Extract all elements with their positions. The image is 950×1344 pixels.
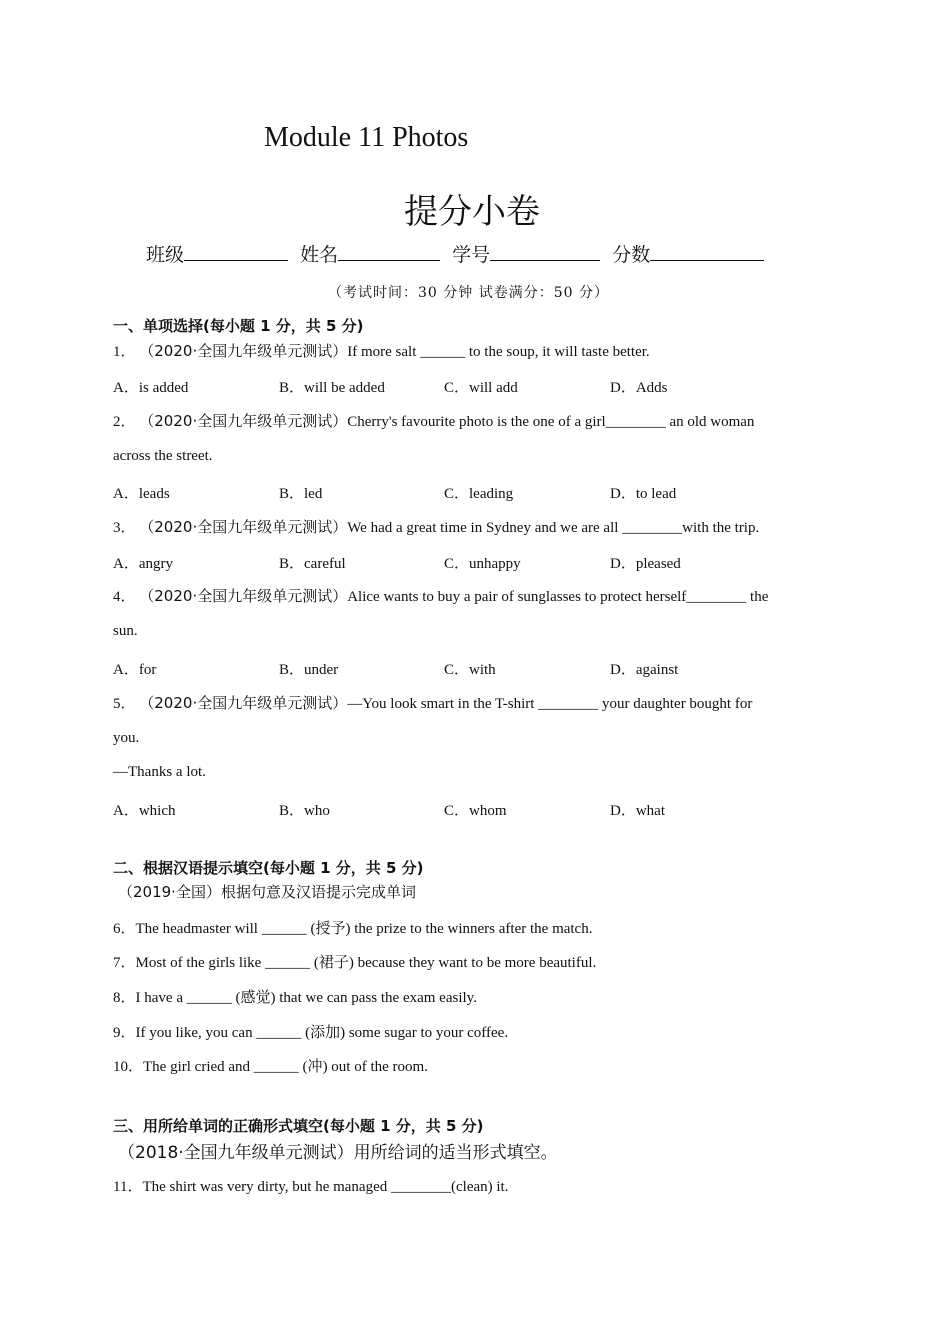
name-blank[interactable]	[338, 242, 440, 261]
option-d[interactable]: D．against	[610, 662, 679, 678]
option-d[interactable]: D．Adds	[610, 380, 668, 396]
question-4-cont: sun.	[113, 623, 138, 639]
option-a[interactable]: A．is added	[113, 380, 189, 396]
question-2-cont: across the street.	[113, 448, 213, 464]
question-10: 10．The girl cried and ______ (冲) out of the room.	[113, 1057, 428, 1075]
option-c[interactable]: C．will add	[444, 380, 518, 396]
option-d[interactable]: D．pleased	[610, 556, 681, 572]
section3-instruction: （2018·全国九年级单元测试）用所给词的适当形式填空。	[118, 1143, 558, 1163]
option-b[interactable]: B．led	[279, 486, 323, 502]
option-a[interactable]: A．leads	[113, 486, 170, 502]
question-5-cont: you.	[113, 730, 140, 746]
section2-title: 二、根据汉语提示填空(每小题 1 分，共 5 分)	[113, 859, 424, 877]
option-c[interactable]: C．leading	[444, 486, 514, 502]
option-c[interactable]: C．whom	[444, 803, 507, 819]
question-6: 6．The headmaster will ______ (授予) the prize to the winners after the match.	[113, 919, 593, 937]
option-b[interactable]: B．under	[279, 662, 339, 678]
question-5: 5． （2020·全国九年级单元测试）—You look smart in the T-shirt ________ your daughter bought for	[113, 694, 753, 712]
question-1: 1． （2020·全国九年级单元测试）If more salt ______ to the soup, it will taste better.	[113, 342, 650, 360]
question-2: 2． （2020·全国九年级单元测试）Cherry's favourite photo is the one of a girl________ an old woman	[113, 412, 755, 430]
class-label: 班级	[146, 244, 185, 266]
option-b[interactable]: B．will be added	[279, 380, 385, 396]
paper-title: 提分小卷	[404, 192, 540, 232]
class-blank[interactable]	[184, 242, 288, 261]
question-3: 3． （2020·全国九年级单元测试）We had a great time in Sydney and we are all ________with the trip.	[113, 518, 760, 536]
question-11: 11．The shirt was very dirty, but he managed ________(clean) it.	[113, 1179, 509, 1195]
option-d[interactable]: D．to lead	[610, 486, 677, 502]
module-title: Module 11 Photos	[264, 122, 469, 153]
question-5-reply: —Thanks a lot.	[113, 764, 206, 780]
question-7: 7．Most of the girls like ______ (裙子) because they want to be more beautiful.	[113, 953, 597, 971]
option-d[interactable]: D．what	[610, 803, 665, 819]
student-no-blank[interactable]	[490, 242, 600, 261]
question-4: 4． （2020·全国九年级单元测试）Alice wants to buy a pair of sunglasses to protect herself________ the	[113, 587, 769, 605]
student-info-line	[146, 240, 770, 267]
student-no-label: 学号	[452, 244, 491, 266]
option-a[interactable]: A．which	[113, 803, 176, 819]
question-9: 9．If you like, you can ______ (添加) some sugar to your coffee.	[113, 1023, 509, 1041]
option-b[interactable]: B．careful	[279, 556, 346, 572]
question-8: 8．I have a ______ (感觉) that we can pass the exam easily.	[113, 988, 477, 1006]
option-a[interactable]: A．angry	[113, 556, 173, 572]
section1-title: 一、单项选择(每小题 1 分，共 5 分)	[113, 317, 364, 335]
section2-instruction: （2019·全国）根据句意及汉语提示完成单词	[118, 883, 416, 901]
option-c[interactable]: C．with	[444, 662, 496, 678]
option-b[interactable]: B．who	[279, 803, 330, 819]
score-label: 分数	[612, 244, 651, 266]
exam-meta: （考试时间：30 分钟 试卷满分：50 分）	[328, 285, 609, 301]
score-blank[interactable]	[650, 242, 764, 261]
section3-title: 三、用所给单词的正确形式填空(每小题 1 分，共 5 分)	[113, 1117, 484, 1135]
name-label: 姓名	[300, 244, 339, 266]
option-a[interactable]: A．for	[113, 662, 157, 678]
option-c[interactable]: C．unhappy	[444, 556, 521, 572]
